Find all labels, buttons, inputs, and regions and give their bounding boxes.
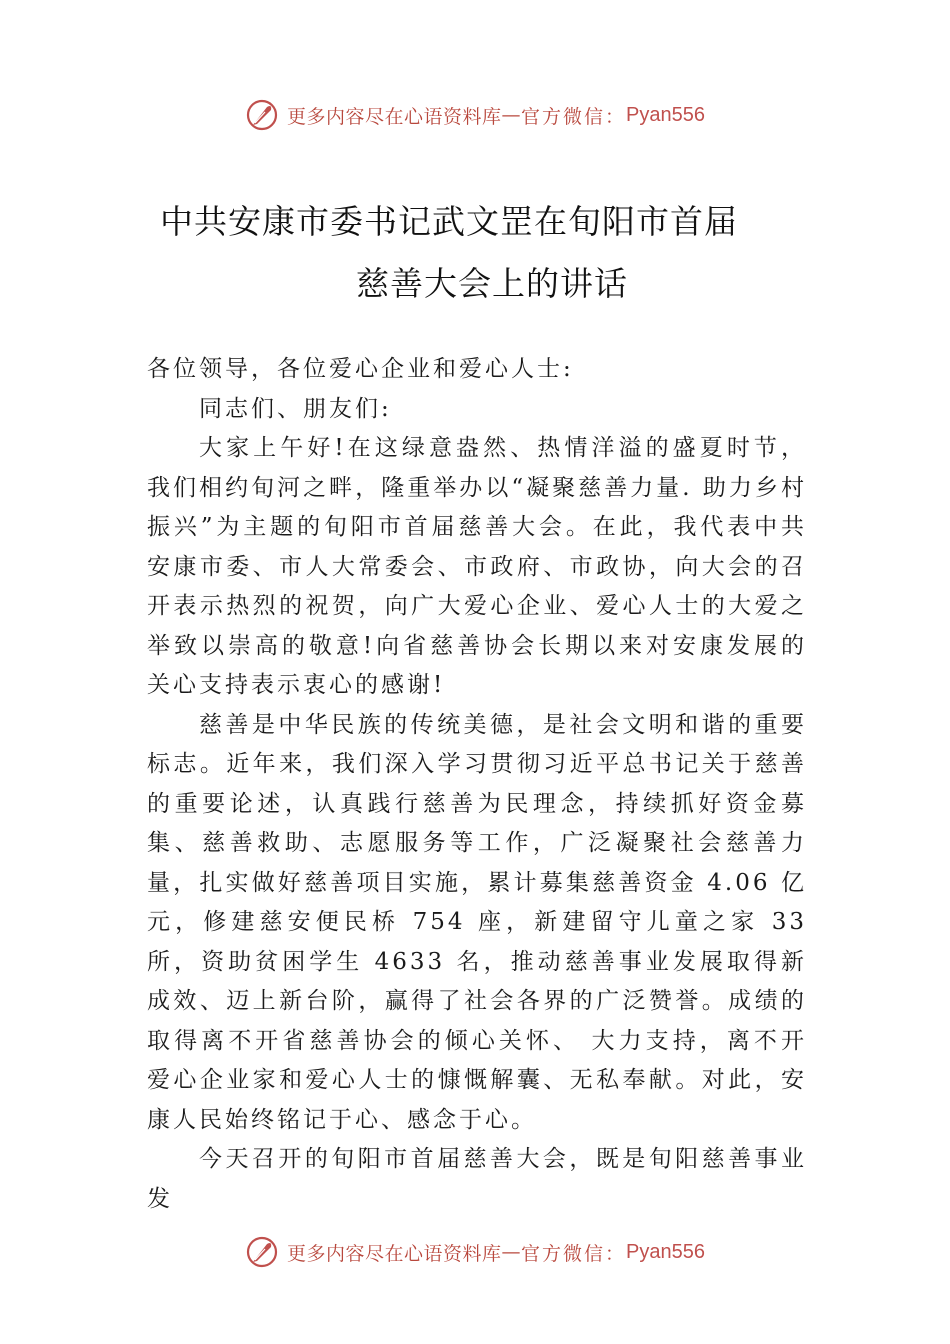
document-body [147, 350, 807, 1219]
header-banner [0, 95, 950, 135]
quill-logo-icon [245, 98, 279, 132]
banner-wechat-id: Pyan556 [626, 1240, 705, 1263]
quill-logo-icon [245, 1235, 279, 1269]
salutation-paragraph: 同志们、朋友们: [199, 395, 392, 422]
document-title-line2: 慈善大会上的讲话 [356, 264, 628, 303]
banner-dash: — [501, 1241, 522, 1263]
banner-dash: — [501, 104, 522, 126]
greeting-paragraph: 各位领导，各位爱心企业和爱心人士: [147, 356, 574, 382]
banner-wechat-label: 官方微信： [521, 105, 627, 128]
body-paragraph: 大家上午好!在这绿意盎然、热情洋溢的盛夏时节，我们相约旬河之畔，隆重举办以“凝聚慈善力量. 助力乡村振兴”为主题的旬阳市首届慈善大会。在此，我代表中共安康市委、市人大常委会、市政府、市政协，向大会的召开表示热烈的祝贺，向广大爱心企业、爱心人士的大爱之举致以崇高的敬意!向省慈善协会长期以来对安康发展的关心支持表示衷心的感谢! [147, 435, 807, 698]
body-paragraph: 慈善是中华民族的传统美德，是社会文明和谐的重要标志。近年来，我们深入学习贯彻习近平总书记关于慈善的重要论述，认真践行慈善为民理念，持续抓好资金募集、慈善救助、志愿服务等工作，广泛凝聚社会慈善力量，扎实做好慈善项目实施，累计募集慈善资金 4.06 亿元，修建慈安便民桥 754 座，新建留守儿童之家 33 所，资助贫困学生 4633 名，推动慈善事业发展取得新成效、迈上新台阶，赢得了社会各界的广泛赞誉。成绩的取得离不开省慈善协会的倾心关怀、 大力支持，离不开爱心企业家和爱心人士的慷慨解囊、无私奉献。对此，安康人民始终铭记于心、感念于心。 [147, 711, 807, 1133]
body-paragraph: 今天召开的旬阳市首届慈善大会，既是旬阳慈善事业发 [147, 1146, 807, 1212]
banner-wechat-label: 官方微信： [521, 1242, 627, 1265]
banner-wechat-id: Pyan556 [626, 103, 705, 126]
banner-library-text: 更多内容尽在心语资料库 [287, 1242, 502, 1265]
document-title-line1: 中共安康市委书记武文罡在旬阳市首届 [160, 202, 738, 241]
banner-library-text: 更多内容尽在心语资料库 [287, 105, 502, 128]
footer-banner [0, 1232, 950, 1272]
